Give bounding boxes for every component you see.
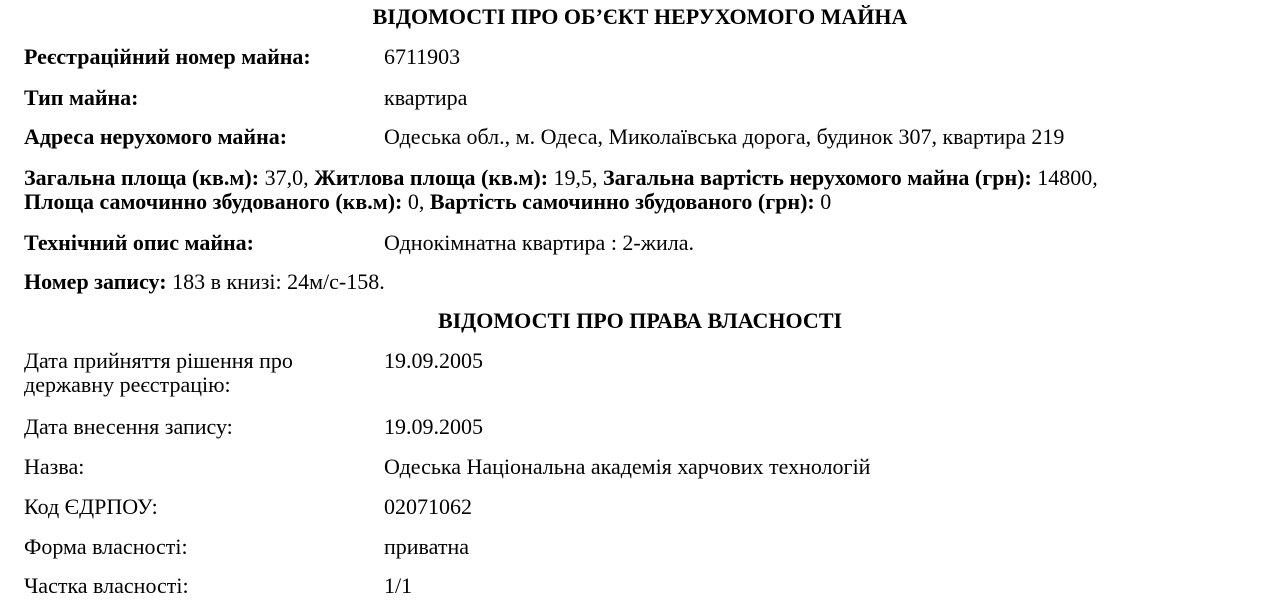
reg-number-label: Реєстраційний номер майна: [24, 44, 311, 69]
tech-description-value: Однокімнатна квартира : 2-жила. [384, 230, 694, 255]
decision-date-row [24, 349, 1270, 397]
address-row [24, 125, 1270, 149]
object-section-title: ВІДОМОСТІ ПРО ОБ’ЄКТ НЕРУХОМОГО МАЙНА [372, 4, 908, 29]
record-row [24, 270, 1272, 294]
address-label: Адреса нерухомого майна: [24, 124, 288, 149]
reg-number-value: 6711903 [384, 44, 461, 69]
entry-date-value: 19.09.2005 [384, 414, 483, 439]
ownership-form-row [24, 535, 1270, 559]
ownership-form-label: Форма власності: [24, 534, 188, 559]
tech-description-label: Технічний опис майна: [24, 230, 255, 255]
self-built-value-label: Вартість самочинно збудованого (грн): [429, 189, 815, 214]
total-value-label: Загальна вартість нерухомого майна (грн): [603, 165, 1032, 190]
areas-line-2 [24, 190, 1272, 214]
self-built-value-value: 0 [814, 189, 832, 214]
address-value: Одеська обл., м. Одеса, Миколаївська дорога, будинок 307, квартира 219 [384, 124, 1065, 149]
record-label: Номер запису: [24, 269, 167, 294]
ownership-share-label: Частка власності: [24, 573, 189, 598]
record-value: 183 в книзі: 24м/с-158. [166, 269, 385, 294]
total-area-label: Загальна площа (кв.м): [24, 165, 260, 190]
name-row [24, 455, 1270, 479]
ownership-share-value: 1/1 [384, 573, 413, 598]
self-built-area-value: 0, [402, 189, 430, 214]
edrpou-row [24, 495, 1270, 519]
self-built-area-label: Площа самочинно збудованого (кв.м): [24, 189, 403, 214]
reg-number-row [24, 45, 1270, 69]
decision-date-label: Дата прийняття рішення про державну реєстрацію: [24, 348, 293, 397]
living-area-label: Житлова площа (кв.м): [314, 165, 549, 190]
decision-date-value: 19.09.2005 [384, 348, 483, 373]
entry-date-row [24, 415, 1270, 439]
total-value-value: 14800, [1031, 165, 1098, 190]
edrpou-label: Код ЄДРПОУ: [24, 494, 158, 519]
type-row [24, 86, 1270, 110]
areas-line-1 [24, 166, 1272, 190]
ownership-share-row [24, 574, 1270, 598]
name-label: Назва: [24, 454, 85, 479]
edrpou-value: 02071062 [384, 494, 472, 519]
type-label: Тип майна: [24, 85, 139, 110]
ownership-form-value: приватна [384, 534, 469, 559]
name-value: Одеська Національна академія харчових технологій [384, 454, 871, 479]
total-area-value: 37,0, [259, 165, 315, 190]
entry-date-label: Дата внесення запису: [24, 414, 233, 439]
tech-description-row [24, 231, 1270, 255]
type-value: квартира [384, 85, 468, 110]
rights-section-title: ВІДОМОСТІ ПРО ПРАВА ВЛАСНОСТІ [437, 308, 843, 333]
living-area-value: 19,5, [548, 165, 604, 190]
